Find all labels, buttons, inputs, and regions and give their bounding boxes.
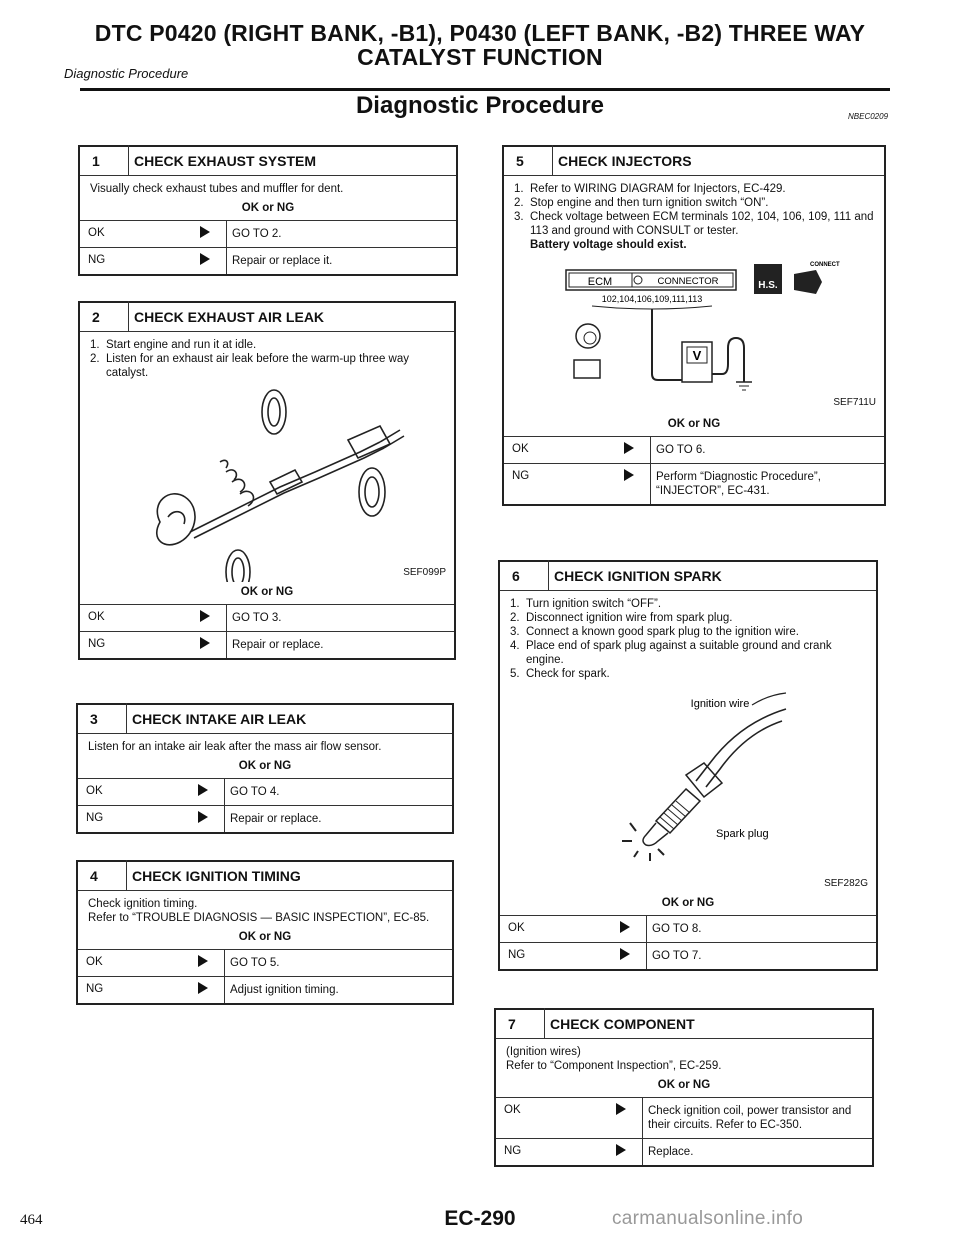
connector-label: CONNECTOR bbox=[657, 276, 719, 287]
list-item: 3. Connect a known good spark plug to the ignition wire. bbox=[510, 626, 799, 638]
spark-plug-illustration bbox=[500, 683, 876, 893]
arrow-right-icon bbox=[200, 637, 210, 649]
section-title: Diagnostic Procedure bbox=[355, 92, 605, 119]
arrow-right-icon bbox=[200, 253, 210, 265]
result-row-ng: NG Adjust ignition timing. bbox=[78, 976, 452, 1003]
exhaust-pipe-illustration bbox=[80, 382, 454, 582]
step-4-box bbox=[76, 860, 454, 1005]
step-3-box bbox=[76, 703, 454, 834]
arrow-right-icon bbox=[200, 610, 210, 622]
list-item: 1. Refer to WIRING DIAGRAM for Injectors, EC-429. bbox=[514, 183, 786, 195]
step-title: CHECK INTAKE AIR LEAK bbox=[132, 711, 307, 727]
step-title: CHECK IGNITION SPARK bbox=[554, 568, 722, 584]
step-body bbox=[80, 332, 454, 382]
step-number: 3 bbox=[90, 711, 98, 727]
connect-label: CONNECT bbox=[810, 262, 840, 268]
step-2-box bbox=[78, 301, 456, 660]
step-body: Listen for an intake air leak after the mass air flow sensor. bbox=[88, 741, 382, 753]
arrow-right-icon bbox=[616, 1103, 626, 1115]
step-title: CHECK EXHAUST SYSTEM bbox=[134, 153, 317, 169]
figure-code: SEF099P bbox=[403, 567, 446, 578]
arrow-right-icon bbox=[200, 226, 210, 238]
result-row-ng: NG GO TO 7. bbox=[500, 942, 876, 969]
step-number: 7 bbox=[508, 1016, 516, 1032]
voltage-check-diagram bbox=[504, 254, 884, 414]
step-title: CHECK INJECTORS bbox=[558, 153, 692, 169]
list-item: 5. Check for spark. bbox=[510, 668, 610, 680]
step-body bbox=[500, 591, 876, 683]
terminal-list: 102,104,106,109,111,113 bbox=[601, 294, 703, 304]
step-header bbox=[80, 303, 454, 332]
arrow-right-icon bbox=[198, 811, 208, 823]
result-row-ng: NG Replace. bbox=[496, 1138, 872, 1165]
step-6-box bbox=[498, 560, 878, 971]
step-header bbox=[504, 147, 884, 176]
ok-or-ng-label: OK or NG bbox=[240, 586, 294, 598]
ok-or-ng-label: OK or NG bbox=[661, 897, 715, 909]
result-row-ng: NG Repair or replace. bbox=[78, 805, 452, 832]
page-number: 464 bbox=[20, 1212, 43, 1228]
result-row-ok: OK GO TO 3. bbox=[80, 604, 454, 631]
result-row-ok: OK GO TO 6. bbox=[504, 436, 884, 463]
arrow-right-icon bbox=[198, 784, 208, 796]
arrow-right-icon bbox=[624, 442, 634, 454]
ecm-label: ECM bbox=[587, 276, 613, 288]
step-header bbox=[500, 562, 876, 591]
arrow-right-icon bbox=[198, 955, 208, 967]
list-item: 1. Turn ignition switch “OFF”. bbox=[510, 598, 662, 610]
exhaust-system-figure bbox=[80, 382, 454, 582]
list-item: 1. Start engine and run it at idle. bbox=[90, 339, 257, 351]
step-7-box bbox=[494, 1008, 874, 1167]
step-body: Check ignition timing. Refer to “TROUBLE DIAGNOSIS — BASIC INSPECTION”, EC-85. bbox=[88, 898, 430, 924]
page-code: EC-290 bbox=[444, 1207, 516, 1230]
injector-voltage-figure bbox=[504, 254, 884, 414]
watermark: carmanualsonline.info bbox=[612, 1208, 804, 1229]
step-header bbox=[80, 147, 456, 176]
result-row-ng: NG Perform “Diagnostic Procedure”, “INJECTOR”, EC-431. bbox=[504, 463, 884, 504]
list-item: 2. Disconnect ignition wire from spark plug. bbox=[510, 612, 733, 624]
step-number: 5 bbox=[516, 153, 524, 169]
result-row-ok: OK GO TO 2. bbox=[80, 220, 456, 247]
result-row-ng: NG Repair or replace it. bbox=[80, 247, 456, 274]
arrow-right-icon bbox=[198, 982, 208, 994]
document-title-line-1: DTC P0420 (RIGHT BANK, -B1), P0430 (LEFT BANK, -B2) THREE WAY bbox=[94, 20, 866, 46]
ok-or-ng-label: OK or NG bbox=[657, 1079, 711, 1091]
figure-code: SEF711U bbox=[833, 397, 876, 408]
ok-or-ng-label: OK or NG bbox=[238, 760, 292, 772]
header-rule bbox=[80, 88, 890, 91]
step-5-box bbox=[502, 145, 886, 506]
result-row-ok: OK GO TO 5. bbox=[78, 949, 452, 976]
result-row-ok: OK GO TO 4. bbox=[78, 778, 452, 805]
reference-code: NBEC0209 bbox=[848, 112, 889, 121]
step-number: 4 bbox=[90, 868, 98, 884]
step-number: 1 bbox=[92, 153, 100, 169]
step-title: CHECK COMPONENT bbox=[550, 1016, 695, 1032]
step-body: Visually check exhaust tubes and muffler for dent. bbox=[90, 183, 344, 195]
step-header bbox=[496, 1010, 872, 1039]
step-header bbox=[78, 705, 452, 734]
arrow-right-icon bbox=[620, 948, 630, 960]
ok-or-ng-label: OK or NG bbox=[238, 931, 292, 943]
arrow-right-icon bbox=[616, 1144, 626, 1156]
spark-plug-label: Spark plug bbox=[716, 828, 769, 840]
ignition-wire-label: Ignition wire bbox=[690, 698, 750, 710]
step-1-box bbox=[78, 145, 458, 276]
arrow-right-icon bbox=[624, 469, 634, 481]
result-row-ok: OK GO TO 8. bbox=[500, 915, 876, 942]
figure-code: SEF282G bbox=[824, 878, 868, 889]
result-row-ok: OK Check ignition coil, power transistor and their circuits. Refer to EC-350. bbox=[496, 1097, 872, 1138]
step-title: CHECK EXHAUST AIR LEAK bbox=[134, 309, 325, 325]
step-number: 2 bbox=[92, 309, 100, 325]
running-subheader: Diagnostic Procedure bbox=[64, 66, 189, 81]
list-item: 3. Check voltage between ECM terminals 102, 104, 106, 109, 111 and 113 and ground with CONSULT or tester. bbox=[514, 211, 874, 237]
ok-or-ng-label: OK or NG bbox=[241, 202, 295, 214]
arrow-right-icon bbox=[620, 921, 630, 933]
hs-label: H.S. bbox=[758, 280, 778, 291]
step-body bbox=[504, 176, 884, 254]
emphasis-note: Battery voltage should exist. bbox=[530, 239, 687, 251]
document-title-line-2: CATALYST FUNCTION bbox=[357, 44, 603, 70]
list-item: 2. Stop engine and then turn ignition switch “ON”. bbox=[514, 197, 769, 209]
list-item: 4. Place end of spark plug against a suitable ground and crank engine. bbox=[510, 640, 832, 666]
voltmeter-label: V bbox=[692, 348, 702, 363]
step-number: 6 bbox=[512, 568, 520, 584]
step-title: CHECK IGNITION TIMING bbox=[132, 868, 301, 884]
step-header bbox=[78, 862, 452, 891]
list-item: 2. Listen for an exhaust air leak before the warm-up three way catalyst. bbox=[90, 353, 409, 379]
spark-plug-figure bbox=[500, 683, 876, 893]
step-body: (Ignition wires) Refer to “Component Inspection”, EC-259. bbox=[506, 1046, 722, 1072]
ok-or-ng-label: OK or NG bbox=[667, 418, 721, 430]
result-row-ng: NG Repair or replace. bbox=[80, 631, 454, 658]
